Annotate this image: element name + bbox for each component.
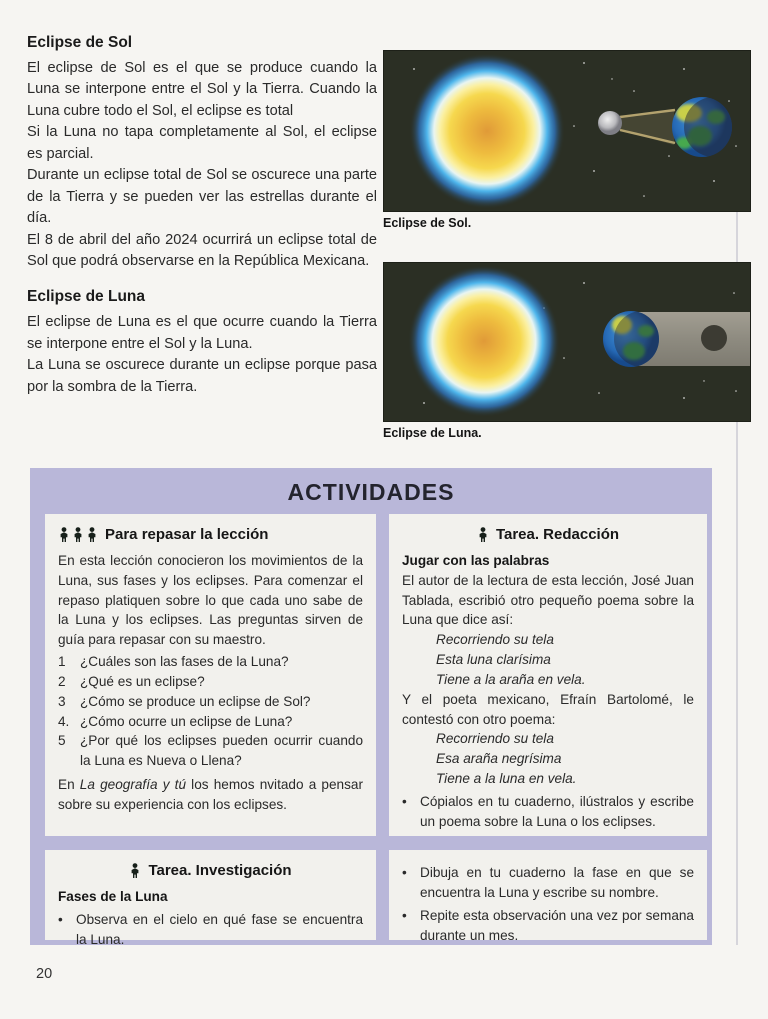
bullet-text: Observa en el cielo en qué fase se encuentra la Luna. [76,911,363,947]
bullet-marker: • [402,794,407,810]
box-heading [58,524,363,546]
poem-line: Recorriendo su tela [436,731,554,747]
question-number: 4. [58,713,70,729]
poem-line: Esta luna clarísima [436,652,551,668]
figure-caption: Eclipse de Luna. [383,426,482,440]
paragraph: El eclipse de Sol es el que se produce cuando la Luna se interpone entre el Sol y la Tierra. Cuando la Luna cubre todo el Sol, el eclipse es total [27,60,377,119]
poem-line: Recorriendo su tela [436,632,554,648]
question-item [58,652,363,672]
redaccion-paragraph: El autor de la lectura de esta lección, José Juan Tablada, escribió otro pequeño poema sobre la Luna que dice así: [402,572,694,628]
question-number: 1 [58,654,66,670]
bullet-marker: • [402,907,407,923]
repaso-intro: En esta lección conocieron los movimientos de la Luna, sus fases y los eclipses. Para comenzar el repaso platiquen sobre lo que cada uno sabe de la Luna y los eclipses. Las preguntas sirven de guía para repasar con su maestro. [58,552,363,648]
bullet-text: Cópialos en tu cuaderno, ilústralos y escribe un poema sobre la Luna o los eclipses. [420,794,694,829]
question-number: 5 [58,733,66,749]
paragraph: El 8 de abril del año 2024 ocurrirá un eclipse total de Sol que podrá observarse en la República Mexicana. [27,231,377,269]
sun [408,265,560,417]
figure-lunar-eclipse [383,262,751,440]
redaccion-subheading: Jugar con las palabras [402,552,550,568]
poem-line: Esa araña negrísima [436,751,562,767]
poem-line: Tiene a la luna en vela. [436,771,577,787]
figure-solar-eclipse [383,50,751,230]
paragraph: Si la Luna no tapa completamente al Sol, el eclipse es parcial. [27,124,377,162]
section-heading-eclipse-luna: Eclipse de Luna [27,288,146,306]
box-heading [58,860,363,882]
box-heading [402,524,694,546]
question-text: ¿Cómo se produce un eclipse de Sol? [80,693,311,709]
bullet-text: Repite esta observación una vez por semana durante un mes. [420,907,694,943]
section-heading-eclipse-sol: Eclipse de Sol [27,34,133,51]
box-tarea-investigacion [45,850,376,947]
question-list [58,652,363,771]
child-icon [129,863,141,879]
book-title: La geografía y tú [79,777,187,793]
three-children-icon [58,527,98,543]
redaccion-paragraph: Y el poeta mexicano, Efraín Bartolomé, le contestó con otro poema: [402,691,694,727]
solar-eclipse-illustration [383,50,751,212]
bullet-item [402,863,694,903]
bullet-item [402,792,694,832]
box-para-repasar [45,514,376,836]
bullet-marker: • [402,865,407,880]
question-text: ¿Qué es un eclipse? [80,673,205,689]
bullet-item [58,910,363,950]
investigacion-subheading: Fases de la Luna [58,888,168,904]
box-tarea-redaccion [389,514,707,836]
paragraph: El eclipse de Luna es el que ocurre cuando la Tierra se interpone entre el Sol y la Luna. [27,314,377,352]
bullet-text: Dibuja en tu cuaderno la fase en que se encuentra la Luna y escribe su nombre. [420,865,694,900]
paragraph: Durante un eclipse total de Sol se oscurece una parte de la Tierra y se pueden ver las estrellas durante el día. [27,167,377,227]
box-observacion [389,850,707,943]
moon [598,111,622,135]
paragraph: La Luna se oscurece durante un eclipse porque pasa por la sombra de la Tierra. [27,357,377,395]
eclipsed-moon [701,325,727,351]
sun [409,53,565,209]
box-heading-label: Tarea. Investigación [148,862,292,879]
bullet-marker: • [58,911,63,927]
question-item [58,712,363,732]
question-item [58,672,363,692]
question-number: 3 [58,693,66,709]
main-text-column [27,34,377,398]
question-text: ¿Por qué los eclipses pueden ocurrir cuando la Luna es Nueva o Llena? [80,733,363,769]
activities-panel [30,468,712,945]
child-icon [477,527,489,543]
question-number: 2 [58,673,66,689]
question-text: ¿Cómo ocurre un eclipse de Luna? [80,713,293,729]
poem-line: Tiene a la araña en vela. [436,671,586,687]
activities-title: ACTIVIDADES [287,479,455,505]
lunar-eclipse-illustration [383,262,751,422]
box-heading-label: Tarea. Redacción [495,526,620,543]
page-number: 20 [36,966,53,982]
bullet-item [402,906,694,946]
question-text: ¿Cuáles son las fases de la Luna? [80,654,289,670]
question-item [58,692,363,712]
question-item [58,731,363,771]
figure-caption: Eclipse de Sol. [383,216,472,230]
box-heading-label: Para repasar la lección [105,526,269,543]
repaso-closing: En La geografía y tú los hemos nvitado a pensar sobre su experiencia con los eclipses. [58,777,363,813]
